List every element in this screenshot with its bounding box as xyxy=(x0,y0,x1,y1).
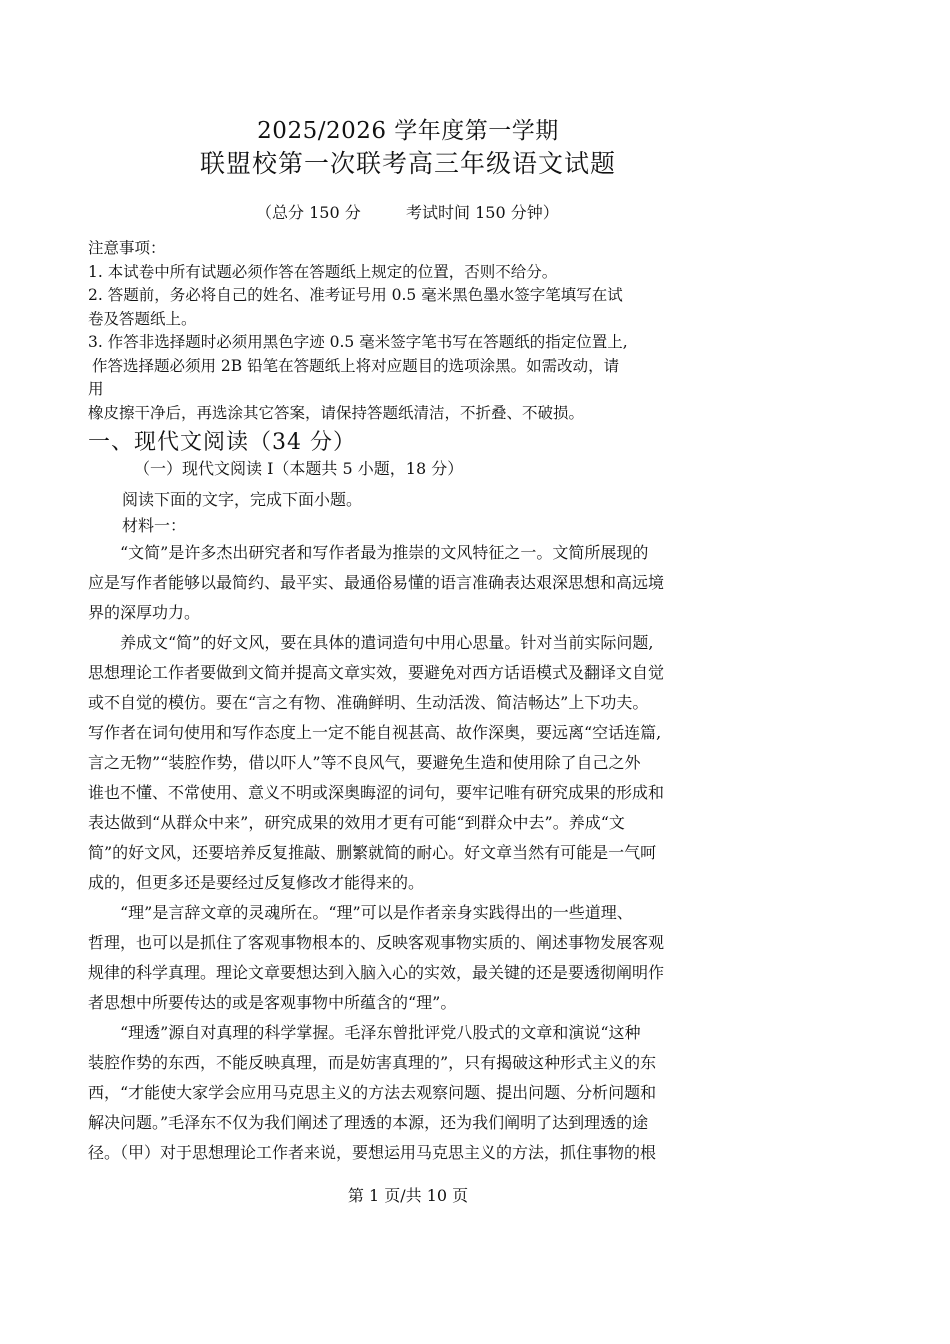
exam-title-term: 2025/2026 学年度第一学期 xyxy=(257,118,559,144)
passage-line: “理”是言辞文章的灵魂所在。“理”可以是作者亲身实践得出的一些道理、 xyxy=(120,903,633,922)
section-heading: 一、现代文阅读（34 分） xyxy=(88,430,356,455)
passage-line: 简”的好文风，还要培养反复推敲、删繁就简的耐心。好文章当然有可能是一气呵 xyxy=(88,843,657,862)
notes-line: 1. 本试卷中所有试题必须作答在答题纸上规定的位置，否则不给分。 xyxy=(88,262,558,281)
notes-line: 卷及答题纸上。 xyxy=(88,309,197,328)
passage-line: 者思想中所要传达的或是客观事物中所蕴含的“理”。 xyxy=(88,993,457,1012)
page-number: 第 1 页/共 10 页 xyxy=(347,1186,469,1205)
passage-line: 表达做到“从群众中来”，研究成果的效用才更有可能“到群众中去”。养成“文 xyxy=(88,813,625,832)
passage-line: 解决问题。”毛泽东不仅为我们阐述了理透的本源，还为我们阐明了达到理透的途 xyxy=(88,1113,649,1132)
passage-line: 养成文“简”的好文风，要在具体的遣词造句中用心思量。针对当前实际问题, xyxy=(120,633,654,652)
passage-line: 思想理论工作者要做到文简并提高文章实效，要避免对西方话语模式及翻译文自觉 xyxy=(88,663,665,682)
notes-line: 3. 作答非选择题时必须用黑色字迹 0.5 毫米签字笔书写在答题纸的指定位置上, xyxy=(88,333,628,351)
passage-text xyxy=(88,538,730,1168)
passage-line: “理透”源自对真理的科学掌握。毛泽东曾批评党八股式的文章和演说“这种 xyxy=(120,1023,641,1042)
passage-line: “文简”是许多杰出研究者和写作者最为推崇的文风特征之一。文简所展现的 xyxy=(120,543,649,562)
reading-instruction: 阅读下面的文字，完成下面小题。 xyxy=(122,490,363,509)
passage-line: 规律的科学真理。理论文章要想达到入脑入心的实效，最关键的还是要透彻阐明作 xyxy=(88,963,665,982)
exam-meta xyxy=(256,200,559,223)
section-subheading: （一）现代文阅读 I（本题共 5 小题，18 分） xyxy=(134,459,464,478)
notes-line: 橡皮擦干净后，再选涂其它答案，请保持答题纸清洁，不折叠、不破损。 xyxy=(88,403,585,422)
passage-line: 西，“才能使大家学会应用马克思主义的方法去观察问题、提出问题、分析问题和 xyxy=(88,1083,657,1102)
passage-line: 界的深厚功力。 xyxy=(88,603,201,622)
passage-line: 谁也不懂、不常使用、意义不明或深奥晦涩的词句，要牢记唯有研究成果的形成和 xyxy=(88,783,665,802)
exam-time: 考试时间 150 分钟） xyxy=(406,203,559,222)
passage-line: 径。（甲）对于思想理论工作者来说，要想运用马克思主义的方法，抓住事物的根 xyxy=(88,1143,657,1162)
notes-line: 2. 答题前，务必将自己的姓名、准考证号用 0.5 毫米黑色墨水签字笔填写在试 xyxy=(88,286,623,304)
notes-line: 作答选择题必须用 2B 铅笔在答题纸上将对应题目的选项涂黑。如需改动，请 xyxy=(92,356,620,375)
notes-line: 用 xyxy=(88,380,104,398)
exam-title-main: 联盟校第一次联考高三年级语文试题 xyxy=(199,149,616,178)
passage-line: 写作者在词句使用和写作态度上一定不能自视甚高、故作深奥，要远离“空话连篇, xyxy=(88,723,662,742)
notes-heading: 注意事项： xyxy=(88,239,166,257)
passage-line: 应是写作者能够以最简约、最平实、最通俗易懂的语言准确表达艰深思想和高远境 xyxy=(88,573,665,592)
total-score: （总分 150 分 xyxy=(256,203,361,222)
passage-line: 哲理，也可以是抓住了客观事物根本的、反映客观事物实质的、阐述事物发展客观 xyxy=(88,933,665,952)
passage-line: 装腔作势的东西，不能反映真理，而是妨害真理的”，只有揭破这种形式主义的东 xyxy=(88,1053,657,1072)
passage-line: 成的，但更多还是要经过反复修改才能得来的。 xyxy=(88,873,425,892)
passage-line: 或不自觉的模仿。要在“言之有物、准确鲜明、生动活泼、简洁畅达”上下功夫。 xyxy=(88,693,649,712)
material-label: 材料一： xyxy=(122,516,187,535)
notes-block xyxy=(88,237,738,425)
passage-line: 言之无物”“装腔作势，借以吓人”等不良风气，要避免生造和使用除了自己之外 xyxy=(88,753,641,772)
